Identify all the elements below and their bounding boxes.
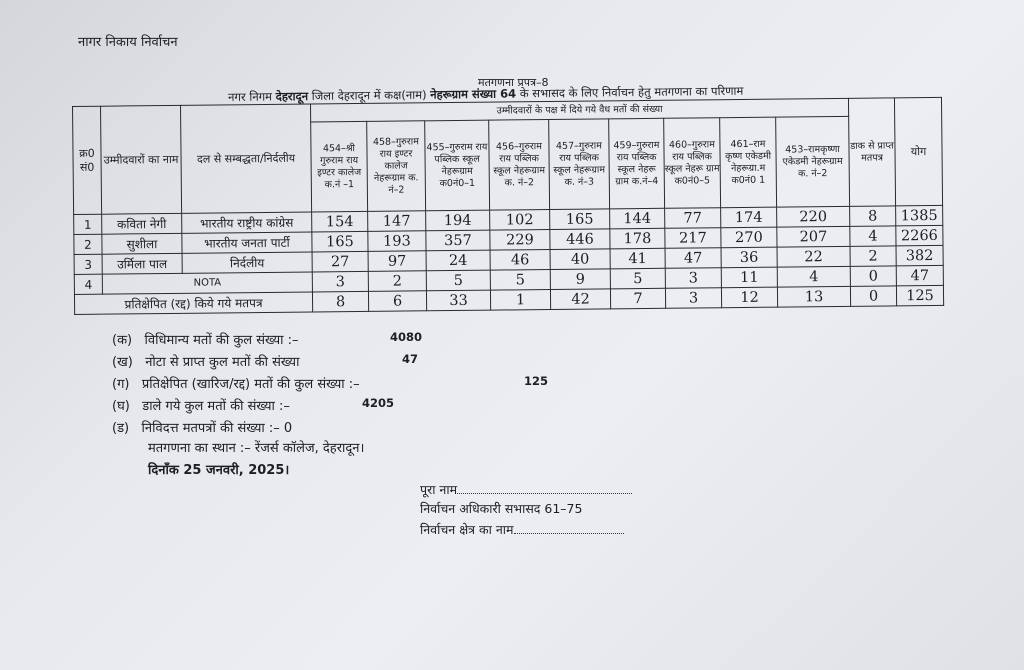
candidate-party: भारतीय जनता पार्टी (182, 232, 312, 253)
vote-cell: 9 (550, 269, 610, 290)
vote-cell: 446 (550, 229, 610, 250)
full-name-label: पूरा नाम (420, 482, 458, 497)
summary-value: 4205 (362, 396, 395, 410)
vote-cell: 5 (426, 270, 490, 291)
vote-cell: 3 (665, 268, 721, 289)
vote-cell: 193 (368, 231, 426, 252)
vote-cell: 46 (490, 250, 550, 271)
counting-date: दिनाँक 25 जनवरी, 2025। (148, 463, 290, 478)
signature-officer: निर्वाचन अधिकारी सभासद 61–75 (420, 501, 583, 516)
vote-cell: 8 (312, 291, 368, 312)
vote-cell: 3 (665, 288, 721, 309)
header-total: योग (894, 97, 942, 205)
booth-header: 453–रामकृष्णा एकेडमी नेहरूग्राम क. नं–2 (776, 116, 850, 207)
booth-header: 459–गुरुराम राय पब्लिक स्कूल नेहरू ग्राम क.नं–4 (609, 118, 665, 209)
rejected-label: प्रतिक्षेपित (रद्द) किये गये मतपत्र (74, 292, 312, 314)
vote-cell: 220 (777, 206, 850, 227)
vote-cell: 174 (721, 207, 777, 228)
title-part-b: जिला देहरादून में कक्ष(नाम) (307, 87, 431, 104)
total-cell: 382 (896, 245, 943, 265)
title-city: देहरादून (275, 89, 309, 104)
vote-cell: 144 (610, 208, 665, 229)
vote-cell: 102 (490, 210, 550, 231)
header-party: दल से सम्बद्धता/निर्दलीय (180, 104, 311, 213)
summary-value: 47 (402, 352, 419, 366)
title-part-a: नगर निगम (228, 89, 276, 104)
vote-cell: 165 (550, 209, 610, 230)
vote-cell: 270 (721, 227, 777, 248)
summary-key (112, 330, 299, 348)
vote-cell: 1 (490, 289, 550, 310)
nota-label: NOTA (102, 272, 312, 294)
postal-cell: 0 (850, 266, 896, 286)
summary-key-text: (घ) (112, 399, 130, 414)
row-sno: 3 (74, 254, 102, 274)
total-cell: 2266 (896, 225, 943, 245)
candidate-name: उर्मिला पाल (102, 253, 182, 274)
vote-cell: 194 (426, 210, 490, 231)
booth-header: 457–गुरुराम राय पब्लिक स्कूल नेहरूग्राम क. नं–3 (549, 119, 610, 210)
summary-key (112, 396, 290, 414)
vote-cell: 2 (368, 271, 426, 292)
booth-header: 456–गुरुराम राय पब्लिक स्कूल नेहरूग्राम क. नं–2 (489, 120, 550, 211)
summary-key (112, 418, 292, 436)
row-sno: 1 (74, 214, 102, 234)
booth-header: 455–गुरुराम राय पब्लिक स्कूल नेहरूग्राम क0नं0–1 (425, 120, 490, 211)
total-cell: 125 (896, 285, 943, 305)
header-sno: क्र0 सं0 (73, 106, 102, 214)
vote-cell: 41 (610, 248, 665, 269)
postal-cell: 2 (850, 246, 896, 266)
title-room: नेहरूग्राम संख्या 64 (430, 86, 517, 102)
header-valid-votes-group: उम्मीदवारों के पक्ष में दिये गये वैध मतों की संख्या (310, 98, 848, 122)
summary-key (112, 352, 299, 370)
total-cell: 47 (896, 265, 943, 285)
results-table-wrapper (72, 97, 944, 315)
form-heading: नागर निकाय निर्वाचन (78, 35, 178, 50)
row-sno: 2 (74, 234, 102, 254)
summary-key-text: (ग) (112, 377, 130, 392)
row-sno: 4 (74, 274, 102, 294)
vote-cell: 147 (368, 211, 426, 232)
summary-text: प्रतिक्षेपित (खारिज/रद्द) मतों की कुल संख्या :– (141, 377, 360, 392)
signature-full-name (420, 481, 632, 498)
vote-cell: 5 (610, 268, 665, 289)
vote-cell: 13 (777, 286, 850, 307)
signature-area (420, 521, 624, 538)
booth-header: 458–गुरुराम राय इण्टर कालेज नेहरूग्राम क. नं–2 (367, 121, 426, 212)
header-postal: डाक से प्राप्त मतपत्र (848, 98, 895, 206)
vote-cell: 42 (550, 289, 610, 310)
title-part-c: के सभासद के लिए निर्वाचन हेतु मतगणना का परिणाम (516, 83, 744, 101)
summary-text: डाले गये कुल मतों की संख्या :– (142, 399, 290, 414)
vote-cell: 77 (665, 208, 721, 229)
results-table (72, 97, 944, 315)
summary-key-text: (ड) (112, 421, 130, 436)
summary-key-text: (ख) (112, 355, 133, 370)
vote-cell: 207 (777, 226, 850, 247)
booth-header: 461–राम कृष्ण एकेडमी नेहरूग्रा.म क0नं0 1 (720, 117, 777, 208)
area-blank (514, 533, 624, 534)
vote-cell: 165 (312, 231, 368, 252)
summary-key (112, 374, 360, 392)
form-number: मतगणना प्रपत्र–8 (478, 76, 549, 89)
candidate-name: कविता नेगी (102, 213, 182, 234)
candidate-name: सुशीला (102, 233, 182, 254)
summary-value: 4080 (390, 330, 423, 344)
postal-cell: 0 (850, 286, 896, 306)
postal-cell: 8 (850, 206, 896, 226)
vote-cell: 40 (550, 249, 610, 270)
vote-cell: 5 (490, 270, 550, 291)
summary-value: 125 (524, 374, 549, 388)
vote-cell: 33 (426, 290, 490, 311)
vote-cell: 22 (777, 246, 850, 267)
vote-cell: 154 (312, 211, 368, 232)
postal-cell: 4 (850, 226, 896, 246)
vote-cell: 217 (665, 228, 721, 249)
summary-text: नोटा से प्राप्त कुल मतों की संख्या (145, 355, 300, 370)
vote-cell: 27 (312, 251, 368, 272)
total-cell: 1385 (896, 205, 943, 225)
full-name-blank (457, 493, 632, 494)
candidate-party: भारतीय राष्ट्रीय कांग्रेस (182, 212, 312, 233)
area-label: निर्वाचन क्षेत्र का नाम (420, 522, 514, 537)
vote-cell: 4 (777, 266, 850, 287)
header-candidate-name: उम्मीदवारों का नाम (101, 105, 182, 214)
vote-cell: 36 (721, 247, 777, 268)
vote-cell: 178 (610, 228, 665, 249)
summary-text: निविदत्त मतपत्रों की संख्या :– 0 (141, 421, 293, 436)
counting-place: मतगणना का स्थान :– रेंजर्स कॉलेज, देहरादून। (148, 441, 365, 456)
vote-cell: 357 (426, 230, 490, 251)
summary-key-text: (क) (112, 333, 133, 348)
vote-cell: 97 (368, 251, 426, 272)
vote-cell: 229 (490, 230, 550, 251)
vote-cell: 7 (610, 288, 665, 309)
summary-text: विधिमान्य मतों की कुल संख्या :– (144, 333, 299, 348)
vote-cell: 6 (368, 291, 426, 312)
booth-header: 454–श्री गुरुराम राय इण्टर कालेज क.नं –1 (311, 121, 368, 212)
vote-cell: 3 (312, 271, 368, 292)
vote-cell: 24 (426, 250, 490, 271)
vote-cell: 12 (721, 287, 777, 308)
booth-header: 460–गुरुराम राय पब्लिक स्कूल नेहरू ग्राम क0नं0–5 (664, 118, 721, 209)
vote-cell: 11 (721, 267, 777, 288)
candidate-party: निर्दलीय (182, 252, 312, 273)
vote-cell: 47 (665, 248, 721, 269)
